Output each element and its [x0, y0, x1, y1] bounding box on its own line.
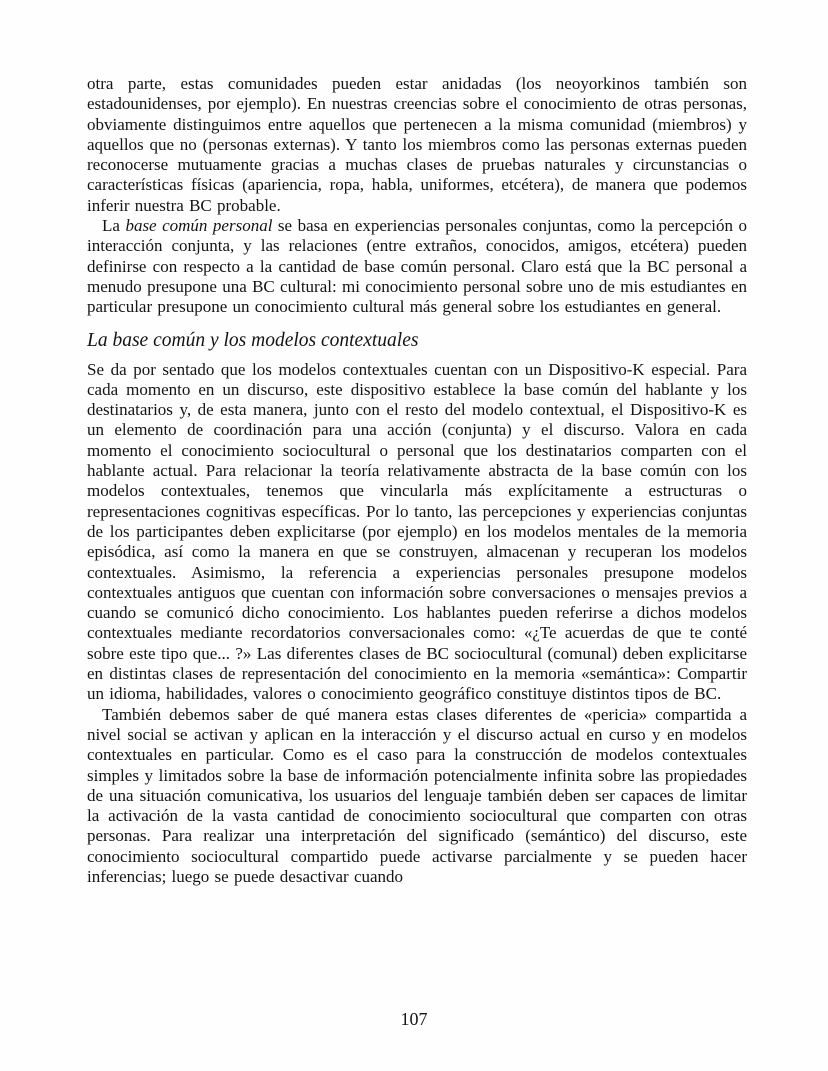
- page-number: 107: [400, 1009, 428, 1029]
- paragraph-pericia-compartida: También debemos saber de qué manera estas clases diferentes de «pericia» compartida a nivel social se activan y aplican en la interacción y el discurso actual en curso y en modelos contextuales en particular. Como es el caso para la construcción de modelos contextuales simples y limitados sobre la base de información potencialmente infinita sobre las propiedades de una situación comunicativa, los usuarios del lenguaje también deben ser capaces de limitar la activación de la vasta cantidad de conocimiento sociocultural que comparten con otras personas. Para realizar una interpretación del significado (semántico) del discurso, este conocimiento sociocultural compartido puede activarse parcialmente y se pueden hacer inferencias; luego se puede desactivar cuando: [87, 704, 747, 886]
- section-heading: La base común y los modelos contextuales: [87, 329, 419, 351]
- paragraph-base-comun-personal: [87, 216, 747, 317]
- paragraph-modelos-contextuales: Se da por sentado que los modelos contextuales cuentan con un Dispositivo-K especial. Para cada momento en un discurso, este dispositivo establece la base común del hablante y los destinatarios y, de esta manera, junto con el resto del modelo contextual, el Dispositivo-K es un elemento de coordinación para una acción (conjunta) y el discurso. Valora en cada momento el conocimiento sociocultural o personal que los destinatarios comparten con el hablante actual. Para relacionar la teoría relativamente abstracta de la base común con los modelos contextuales, tenemos que vincularla más explícitamente a estructuras o representaciones cognitivas específicas. Por lo tanto, las percepciones y experiencias conjuntas de los participantes deben explicitarse (por ejemplo) en los modelos mentales de la memoria episódica, así como la manera en que se construyen, almacenan y recuperan los modelos contextuales. Asimismo, la referencia a experiencias personales presupone modelos contextuales antiguos que cuentan con información sobre conversaciones o mensajes previos a cuando se comunicó dicho conocimiento. Los hablantes pueden referirse a dichos modelos contextuales mediante recordatorios conversacionales como: «¿Te acuerdas de que te conté sobre este tipo que... ?» Las diferentes clases de BC sociocultural (comunal) deben explicitarse en distintas clases de representación del conocimiento en la memoria «semántica»: Compartir un idioma, habilidades, valores o conocimiento geográfico constituye distintos tipos de BC.: [87, 359, 747, 704]
- paragraph-2-lead: La: [102, 216, 126, 236]
- text-block: [87, 74, 747, 887]
- italic-term-base-comun-personal: base común personal: [125, 216, 273, 236]
- paragraph-continuation: otra parte, estas comunidades pueden estar anidadas (los neoyorkinos también son estadounidenses, por ejemplo). En nuestras creencias sobre el conocimiento de otras personas, obviamente distinguimos entre aquellos que pertenecen a la misma comunidad (miembros) y aquellos que no (personas externas). Y tanto los miembros como las personas externas pueden reconocerse mutuamente gracias a muchas clases de pruebas naturales y circunstancias o características físicas (apariencia, ropa, habla, uniformes, etcétera), de manera que podemos inferir nuestra BC probable.: [87, 74, 747, 215]
- paragraph-2-rest: se basa en experiencias personales conjuntas, como la percepción o interacción conjunta, y las relaciones (entre extraños, conocidos, amigos, etcétera) pueden definirse con respecto a la cantidad de base común personal. Claro está que la BC personal a menudo presupone una BC cultural: mi conocimiento personal sobre uno de mis estudiantes en particular presupone un conocimiento cultural más general sobre los estudiantes en general.: [87, 216, 748, 317]
